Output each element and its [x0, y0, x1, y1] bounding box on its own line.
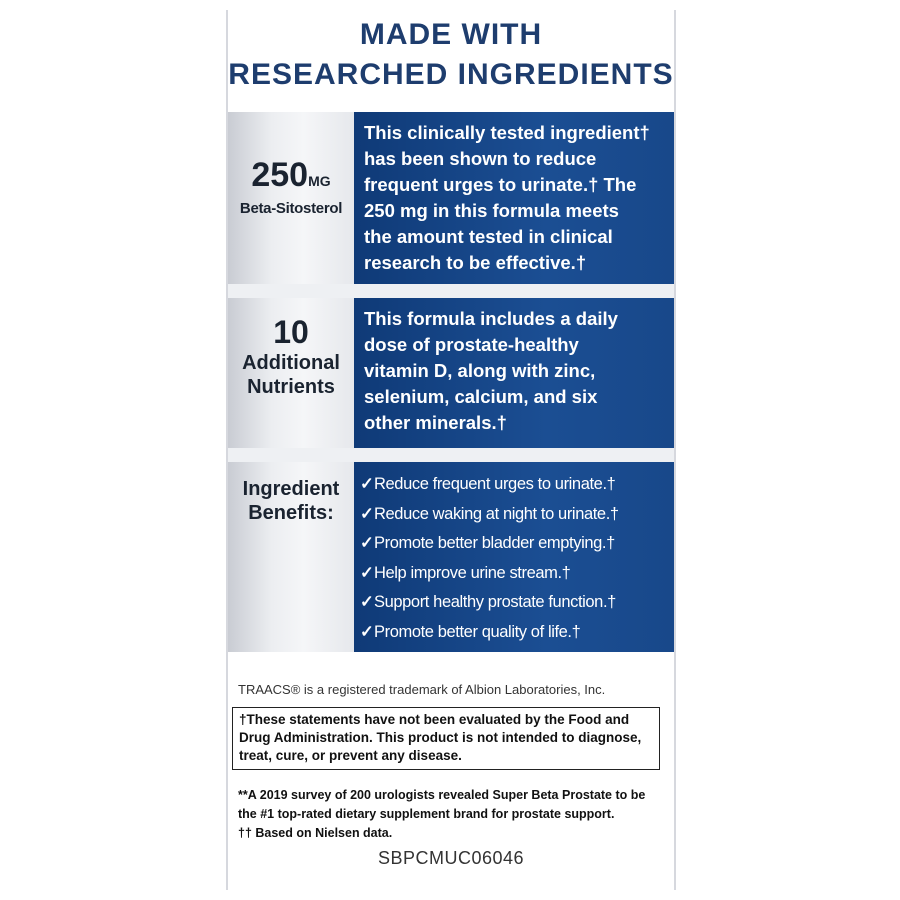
- text-line: other minerals.†: [364, 412, 507, 433]
- ingredient-row-beta-sitosterol: [228, 112, 674, 284]
- text-line: research to be effective.†: [364, 252, 587, 273]
- header-line-2: RESEARCHED INGREDIENTS: [228, 58, 674, 91]
- checkmark-icon: ✓: [360, 534, 374, 552]
- benefit-text: Support healthy prostate function.†: [374, 593, 616, 611]
- dose-amount: [228, 156, 354, 195]
- nutrient-label-2: Nutrients: [247, 376, 335, 398]
- survey-line: the #1 top-rated dietary supplement brand for prostate support.: [238, 807, 615, 821]
- list-item: [360, 529, 674, 559]
- checkmark-icon: ✓: [360, 563, 374, 582]
- nutrient-count: 10: [273, 314, 309, 350]
- dose-unit: MG: [308, 173, 331, 189]
- row-label-cell: [228, 462, 354, 652]
- survey-footnote: [238, 786, 668, 843]
- ingredient-row-benefits: [228, 462, 674, 652]
- benefits-label-2: Benefits:: [248, 502, 334, 524]
- fda-disclaimer-box: †These statements have not been evaluated by the Food and Drug Administration. This product is not intended to diagnose, treat, cure, or prevent any disease.: [232, 707, 660, 770]
- row-text-cell: [354, 298, 674, 448]
- row-text-cell: [354, 462, 674, 652]
- text-line: This clinically tested ingredient†: [364, 122, 650, 143]
- row-label-cell: [228, 298, 354, 448]
- list-item: [360, 500, 674, 530]
- text-line: has been shown to reduce: [364, 148, 597, 169]
- list-item: [360, 618, 674, 648]
- ingredient-row-nutrients: [228, 298, 674, 448]
- text-line: 250 mg in this formula meets: [364, 200, 619, 221]
- checkmark-icon: ✓: [360, 622, 374, 641]
- row-label-cell: [228, 112, 354, 284]
- row-divider: [228, 448, 674, 462]
- benefit-text: Reduce frequent urges to urinate.†: [374, 475, 616, 493]
- benefits-list: [360, 470, 674, 647]
- benefit-text: Promote better bladder emptying.†: [374, 534, 615, 552]
- text-line: frequent urges to urinate.† The: [364, 174, 637, 195]
- dose-ingredient-name: Beta-Sitosterol: [239, 200, 343, 217]
- checkmark-icon: ✓: [360, 593, 374, 611]
- label-panel: [226, 10, 676, 890]
- checkmark-icon: ✓: [360, 475, 374, 493]
- row-divider: [228, 284, 674, 298]
- text-line: the amount tested in clinical: [364, 226, 613, 247]
- nutrients-description: [364, 306, 669, 436]
- trademark-notice: TRAACS® is a registered trademark of Albion Laboratories, Inc.: [238, 682, 606, 697]
- benefit-text: Reduce waking at night to urinate.†: [374, 504, 619, 523]
- text-line: dose of prostate-healthy: [364, 334, 579, 355]
- header-line-1: MADE WITH: [359, 18, 543, 51]
- dose-number: 250: [251, 156, 309, 194]
- benefit-text: Help improve urine stream.†: [374, 563, 571, 582]
- benefits-label-1: Ingredient: [242, 478, 340, 500]
- list-item: [360, 470, 674, 500]
- product-code: SBPCMUC06046: [377, 848, 525, 868]
- nielsen-note: †† Based on Nielsen data.: [238, 826, 393, 840]
- row-text-cell: [354, 112, 674, 284]
- text-line: This formula includes a daily: [364, 308, 618, 329]
- checkmark-icon: ✓: [360, 504, 374, 523]
- text-line: selenium, calcium, and six: [364, 386, 598, 407]
- survey-line: **A 2019 survey of 200 urologists revealed Super Beta Prostate to be: [238, 788, 646, 802]
- benefit-text: Promote better quality of life.†: [374, 622, 581, 641]
- nutrient-label-1: Additional: [242, 352, 340, 374]
- text-line: vitamin D, along with zinc,: [364, 360, 596, 381]
- beta-sitosterol-description: [364, 120, 669, 276]
- list-item: [360, 559, 674, 589]
- list-item: [360, 588, 674, 618]
